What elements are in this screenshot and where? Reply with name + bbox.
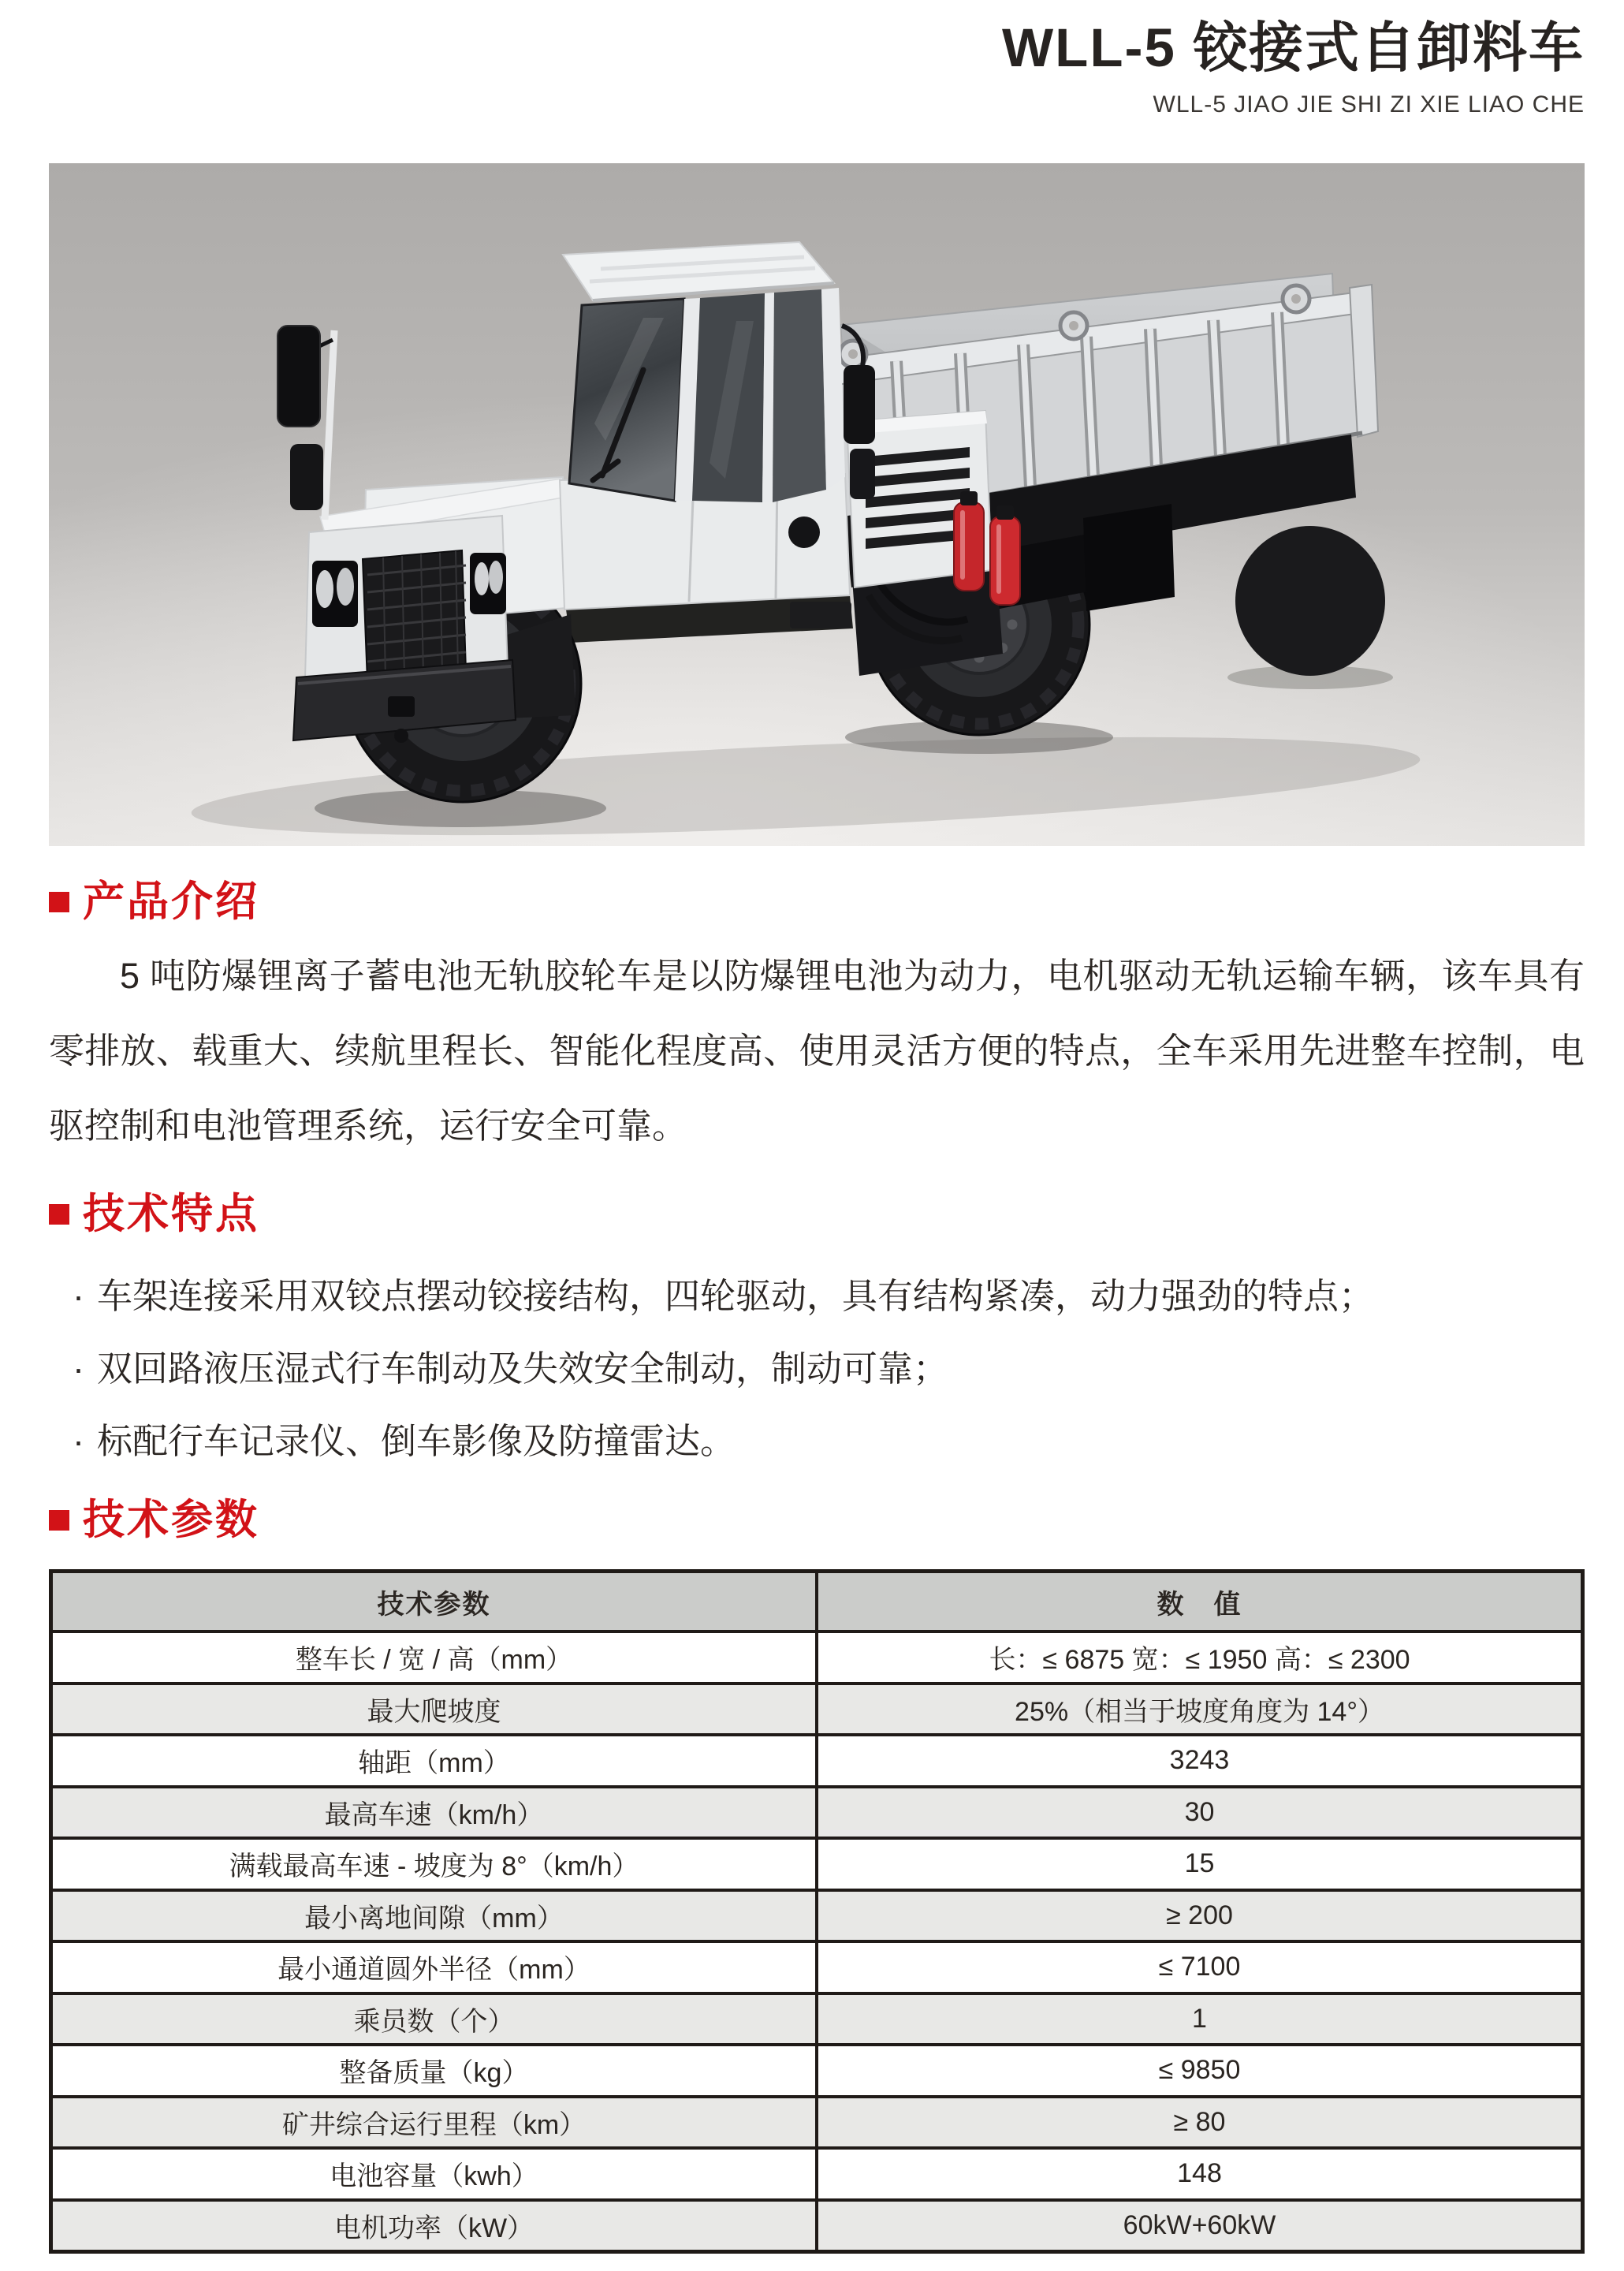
spec-value-cell: 30 [817, 1787, 1583, 1839]
bullet-dot: · [73, 1421, 84, 1461]
title-block [1002, 17, 1585, 118]
spec-value-cell: ≥ 80 [817, 2097, 1583, 2149]
bullet-dot: · [73, 1276, 84, 1316]
spec-value-cell: 60kW+60kW [817, 2200, 1583, 2252]
table-row [51, 2148, 1583, 2200]
table-row [51, 2200, 1583, 2252]
features-heading [49, 1189, 1585, 1240]
spec-name-cell: 整备质量（kg） [51, 2045, 818, 2097]
hood-front [293, 477, 575, 743]
spec-value-cell: 15 [817, 1838, 1583, 1890]
section-features [49, 1189, 1585, 1478]
specs-heading [49, 1495, 1585, 1546]
table-row [51, 1838, 1583, 1890]
red-square-bullet [49, 1510, 69, 1531]
table-row [51, 1684, 1583, 1736]
spec-name-cell: 轴距（mm） [51, 1735, 818, 1787]
spec-name-cell: 电机功率（kW） [51, 2200, 818, 2252]
spec-value-cell: ≥ 200 [817, 1890, 1583, 1942]
product-photo [49, 163, 1585, 846]
feature-item [49, 1260, 1585, 1333]
table-row [51, 1993, 1583, 2045]
spec-value-cell: ≤ 9850 [817, 2045, 1583, 2097]
table-header-row [51, 1572, 1583, 1632]
spec-name-cell: 整车长 / 宽 / 高（mm） [51, 1631, 818, 1684]
feature-item [49, 1333, 1585, 1405]
page-subtitle: WLL-5 JIAO JIE SHI ZI XIE LIAO CHE [1153, 91, 1585, 117]
section-specs [49, 1495, 1585, 2254]
spec-name-cell: 乘员数（个） [51, 1993, 818, 2045]
spec-name-header: 技术参数 [51, 1572, 818, 1632]
features-heading-text: 技术特点 [83, 1191, 259, 1237]
red-square-bullet [49, 1204, 69, 1225]
truck-illustration [49, 163, 1585, 846]
table-row [51, 2045, 1583, 2097]
spec-value-cell: ≤ 7100 [817, 1941, 1583, 1993]
section-intro [49, 877, 1585, 1163]
tow-hook [394, 729, 408, 743]
red-square-bullet [49, 892, 69, 912]
intro-heading-text: 产品介绍 [83, 878, 259, 925]
spec-name-cell: 矿井综合运行里程（km） [51, 2097, 818, 2149]
table-row [51, 1631, 1583, 1684]
table-row [51, 1735, 1583, 1787]
spec-value-cell: 长：≤ 6875 宽：≤ 1950 高：≤ 2300 [817, 1631, 1583, 1684]
spec-name-cell: 满载最高车速 - 坡度为 8°（km/h） [51, 1838, 818, 1890]
spec-name-cell: 最小通道圆外半径（mm） [51, 1941, 818, 1993]
feature-text: 车架连接采用双铰点摆动铰接结构，四轮驱动，具有结构紧凑，动力强劲的特点； [97, 1276, 1375, 1316]
headlight-left [312, 561, 358, 627]
specs-table [49, 1569, 1585, 2254]
spec-name-cell: 最大爬坡度 [51, 1684, 818, 1736]
spec-value-cell: 148 [817, 2148, 1583, 2200]
side-window-rear [773, 289, 826, 502]
intro-heading [49, 877, 1585, 927]
feature-text: 双回路液压湿式行车制动及失效安全制动，制动可靠； [97, 1348, 949, 1389]
bullet-dot: · [73, 1348, 84, 1389]
feature-text: 标配行车记录仪、倒车影像及防撞雷达。 [97, 1421, 736, 1461]
table-row [51, 1941, 1583, 1993]
features-list [49, 1260, 1585, 1478]
page-title: WLL-5 铰接式自卸料车 [1002, 17, 1585, 78]
table-row [51, 1787, 1583, 1839]
spec-name-cell: 最小离地间隙（mm） [51, 1890, 818, 1942]
far-rear-wheel [1235, 526, 1385, 676]
table-row [51, 2097, 1583, 2149]
feature-item [49, 1405, 1585, 1478]
spec-name-cell: 电池容量（kwh） [51, 2148, 818, 2200]
spec-value-cell: 3243 [817, 1735, 1583, 1787]
table-row [51, 1890, 1583, 1942]
specs-heading-text: 技术参数 [83, 1497, 259, 1543]
headlight-right [470, 553, 506, 614]
intro-paragraph: 5 吨防爆锂离子蓄电池无轨胶轮车是以防爆锂电池为动力，电机驱动无轨运输车辆，该车具有零排放、载重大、续航里程长、智能化程度高、使用灵活方便的特点，全车采用先进整车控制，电驱控制和电池管理系统，运行安全可靠。 [49, 956, 1585, 1146]
spec-value-cell: 1 [817, 1993, 1583, 2045]
grille [363, 550, 466, 682]
windshield [569, 299, 684, 501]
spec-name-cell: 最高车速（km/h） [51, 1787, 818, 1839]
door-porthole [788, 516, 820, 548]
spec-value-header: 数 值 [817, 1572, 1583, 1632]
mud-flap [1083, 504, 1175, 611]
spec-value-cell: 25%（相当于坡度角度为 14°） [817, 1684, 1583, 1736]
